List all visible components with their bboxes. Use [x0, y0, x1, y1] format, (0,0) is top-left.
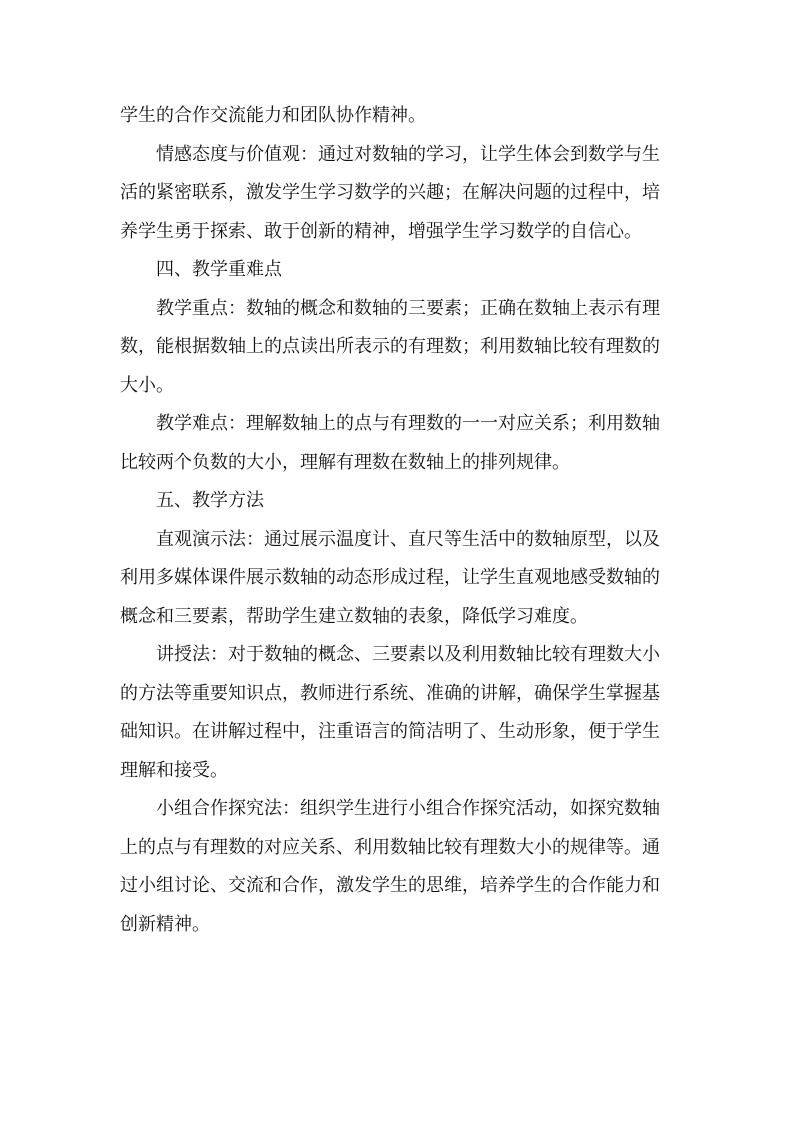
paragraph-line: 创新精神。: [120, 913, 210, 935]
paragraph-line: 概念和三要素，帮助学生建立数轴的表象，降低学习难度。: [120, 605, 588, 627]
paragraph-line: 学生的合作交流能力和团队协作精神。: [120, 105, 426, 126]
paragraph-line: 过小组讨论、交流和合作，激发学生的思维，培养学生的合作能力和: [120, 875, 660, 896]
section-heading: 五、教学方法: [156, 490, 264, 511]
paragraph-line: 础知识。在讲解过程中，注重语言的简洁明了、生动形象，便于学生: [120, 721, 660, 742]
paragraph-line: 比较两个负数的大小，理解有理数在数轴上的排列规律。: [120, 451, 570, 473]
paragraph-line: 直观演示法：通过展示温度计、直尺等生活中的数轴原型，以及: [156, 528, 660, 550]
paragraph-line: 利用多媒体课件展示数轴的动态形成过程，让学生直观地感受数轴的: [120, 567, 660, 588]
section-heading: 四、教学重难点: [156, 259, 282, 280]
paragraph-line: 小组合作探究法：组织学生进行小组合作探究活动，如探究数轴: [156, 798, 660, 819]
paragraph-line: 上的点与有理数的对应关系、利用数轴比较有理数大小的规律等。通: [120, 836, 660, 858]
paragraph-line: 教学重点：数轴的概念和数轴的三要素；正确在数轴上表示有理: [156, 297, 660, 319]
paragraph-line: 养学生勇于探索、敢于创新的精神，增强学生学习数学的自信心。: [120, 220, 642, 242]
paragraph-line: 教学难点：理解数轴上的点与有理数的一一对应关系；利用数轴: [156, 413, 660, 434]
paragraph-line: 数，能根据数轴上的点读出所表示的有理数；利用数轴比较有理数的: [120, 336, 660, 357]
paragraph-line: 讲授法：对于数轴的概念、三要素以及利用数轴比较有理数大小: [156, 644, 660, 665]
paragraph-line: 的方法等重要知识点，教师进行系统、准确的讲解，确保学生掌握基: [120, 682, 660, 704]
document-body: [120, 97, 676, 944]
paragraph-line: 理解和接受。: [120, 759, 228, 781]
paragraph-line: 活的紧密联系，激发学生学习数学的兴趣；在解决问题的过程中，培: [120, 182, 660, 203]
paragraph-line: 情感态度与价值观：通过对数轴的学习，让学生体会到数学与生: [156, 143, 660, 165]
paragraph-line: 大小。: [120, 374, 174, 396]
